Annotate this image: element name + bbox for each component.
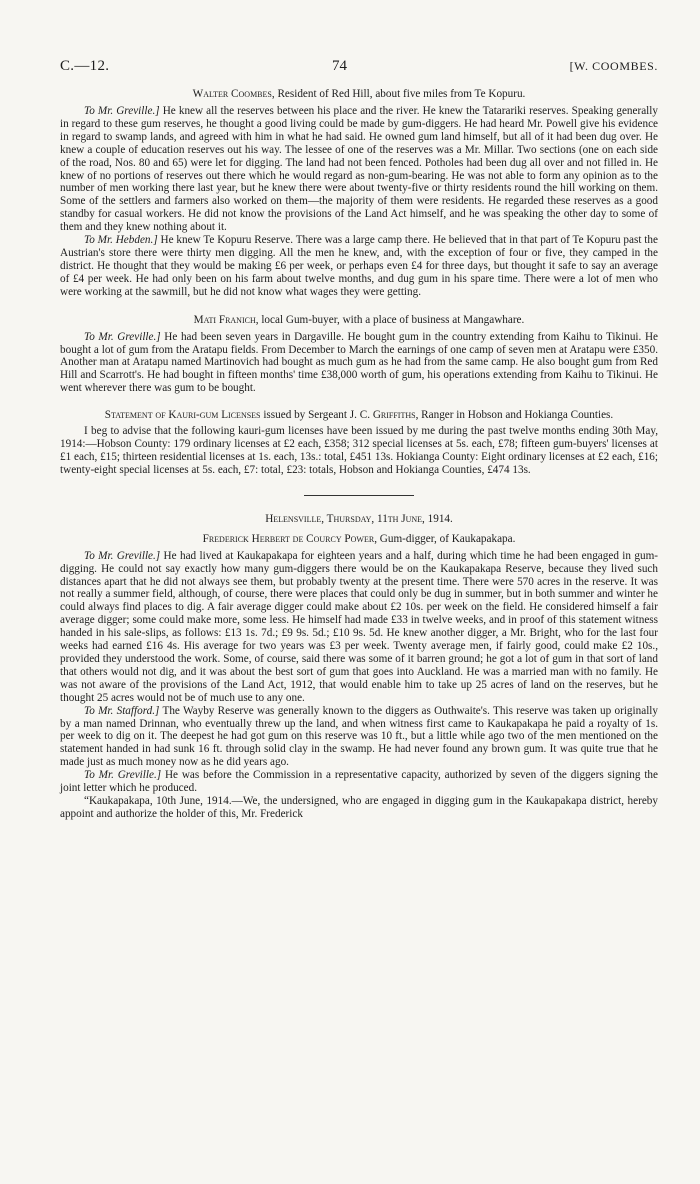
witness-heading-coombes: Walter Coombes, Resident of Red Hill, about five miles from Te Kopuru. [192,88,526,100]
quoted-letter: “Kaukapakapa, 10th June, 1914.—We, the undersigned, who are engaged in digging gum in the Kaukapakapa district, hereby appoint and authorize the holder of this, Mr. Frederick [60,794,658,820]
paragraph: To Mr. Greville.] He knew all the reserves between his place and the river. He knew the Tatarariki reserves. Speaking generally in regard to these gum reserves, he thought a good living could be made by gum-diggers. He had heard Mr. Powell give his evidence in regard to swamp lands, and agreed with him in what he had said. He owned gum land himself, but all of it had been dug over. He knew a couple of education reserves out his way. The lessee of one of the reserves was a Mr. Millar. Two sections (one on each side of the road, Nos. 80 and 65) were let for digging. The land had not been fenced. Potholes had been dug all over and not filled in. He knew of no portions of reserves out there which he would regard as non-gum-bearing. He was not able to form any opinion as to the number of men working there last year, but he knew there were about twenty-five or thirty residents round the hill working on them. Some of the settlers and farmers also worked on them—the majority of them were residents. He regarded these reserves as a good standby for casual workers. He did not know the provisions of the Land Act himself, and he was speaking the other day to some of them and they knew nothing about it. [60,105,658,234]
witness-heading-power: Frederick Herbert de Courcy Power, Gum-digger, of Kaukapakapa. [202,532,516,545]
paragraph: To Mr. Hebden.] He knew Te Kopuru Reserve. There was a large camp there. He believed that in that part of Te Kopuru past the Austrian's store there were thirty men digging. All the men he knew, and, with the exception of four or five, they camped in the district. He thought that they would be making £6 per week, or perhaps even £4 for three days, but thought it safe to say an average of £4 per week. He had only been on his farm about twelve months, and dug gum in his spare time. There were a lot of men who were working at the sawmill, but he did not know what wages they were getting. [60,234,658,298]
witness-heading-franich: Mati Franich, local Gum-buyer, with a place of business at Mangawhare. [193,313,525,326]
paragraph: To Mr. Greville.] He was before the Commission in a representative capacity, authorized by seven of the diggers signing the joint letter which he produced. [60,769,658,795]
statement-heading: Statement of Kauri-gum Licenses issued by Sergeant J. C. Griffiths, Ranger in Hobson and Hokianga Counties. [104,409,614,422]
sitting-date: Helensville, Thursday, 11th June, 1914. [265,512,453,525]
paragraph: To Mr. Greville.] He had been seven years in Dargaville. He bought gum in the country extending from Kaihu to Tikinui. He bought a lot of gum from the Aratapu fields. From December to March the earnings of one camp of seven men at Aratapu were £350. Another man at Aratapu named Martinovich had bought as much gum as he had from the same camp. He also bought gum from Red Hill and Scarrott's. He had bought in fifteen months' time £38,000 worth of gum, his operations extending from Kaihu to Tikinui. He went wherever there was gum to be bought. [60,330,658,395]
paragraph: To Mr. Stafford.] The Wayby Reserve was generally known to the diggers as Outhwaite's. This reserve was taken up originally by a man named Drinnan, who eventually threw up the land, and when witness first came to Kaukapakapa he paid a royalty of 1s. per week to dig on it. The deepest he had got gum on this reserve was 10 ft., but a little while ago two of the men mentioned on the statement handed in had sunk 16 ft. through solid clay in the swamp. He had never found any brown gum. It was quite true that he made just as much money now as he did years ago. [60,704,658,769]
page-header [60,58,658,75]
page-number: 74 [331,58,347,74]
running-head-name: [W. COOMBES. [569,59,658,73]
paragraph: To Mr. Greville.] He had lived at Kaukapakapa for eighteen years and a half, during which time he had been engaged in gum-digging. He could not say exactly how many gum-diggers there would be on the Kaukapakapa Reserve, because they lived such distances apart that he did not always see them, but probably twenty at the present time. There were 570 acres in the reserve. It was not really a summer field, although, of course, there were places that could only be dug in summer, but in both summer and winter he could always find places to dig. A fair average digger could make about £2 10s. per week on the field. He considered himself a fair average digger; some could make more, some less. He himself had made £33 in twelve weeks, and in proof of this statement witness handed in his sale-slips, as follows: £13 1s. 7d.; £9 9s. 5d.; £10 9s. 5d. He knew another digger, a Mr. Bright, who for the last four weeks had earned £16 4s. His average for two years was £3 per week. Twenty average men, if fairly good, could make £2 10s., provided they understood the work. Some, of course, said there was some of it barren ground; he got a lot of gum in that sort of land that others would not dig, and it was about the best sort of gum that goes into Auckland. He was a married man with no family. He was not aware of the provisions of the Land Act, 1912, that would enable him to take up 25 acres of land on the reserves, but he thought 25 acres would not be of much use to any one. [60,549,658,704]
document-reference: C.—12. [60,58,110,74]
section-divider [304,495,414,496]
statement-paragraph: I beg to advise that the following kauri-gum licenses have been issued by me during the past twelve months ending 30th May, 1914:—Hobson County: 179 ordinary licenses at £2 each, £358; 312 special licenses at 5s. each, £78; fifteen gum-buyers' licenses at £1 each, £15; thirteen residential licenses at 1s. each, 13s.: total, £451 13s. Hokianga County: Eight ordinary licenses at £2 each, £16; twenty-eight special licenses at 5s. each, £7: total, £23: totals, Hobson and Hokianga Counties, £474 13s. [60,425,658,476]
